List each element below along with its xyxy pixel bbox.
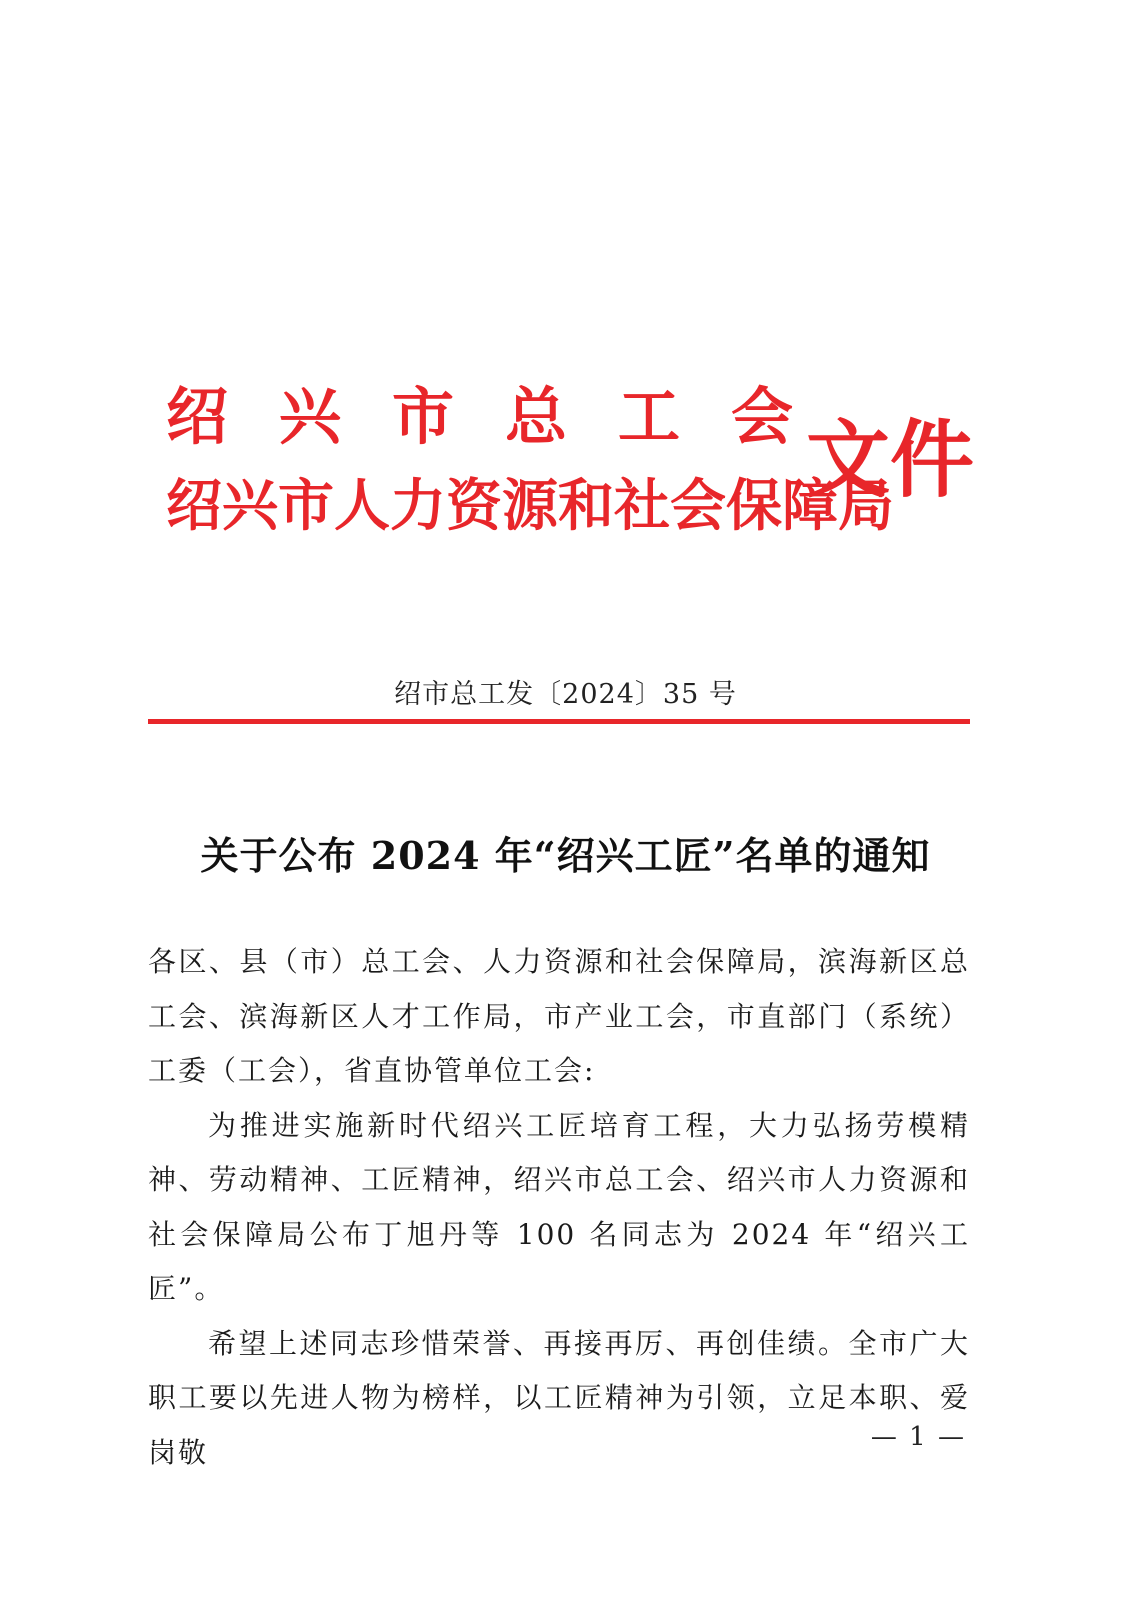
red-masthead xyxy=(166,378,986,558)
document-number: 绍市总工发〔2024〕35 号 xyxy=(394,679,737,710)
masthead-suffix: 文件 xyxy=(806,410,975,509)
masthead-issuer-1 xyxy=(166,380,794,453)
masthead-char: 会 xyxy=(731,380,794,453)
document-title: 关于公布 2024 年“绍兴工匠”名单的通知 xyxy=(200,833,931,878)
masthead-char: 兴 xyxy=(279,380,342,453)
masthead-issuer-2: 绍兴市人力资源和社会保障局 xyxy=(166,473,894,539)
masthead-char: 工 xyxy=(618,380,681,453)
body-paragraph: 为推进实施新时代绍兴工匠培育工程，大力弘扬劳模精神、劳动精神、工匠精神，绍兴市总工会、绍兴市人力资源和社会保障局公布丁旭丹等 100 名同志为 2024 年“绍兴工匠”。 xyxy=(148,1108,970,1305)
masthead-char: 总 xyxy=(505,380,568,453)
masthead-char: 市 xyxy=(392,380,455,453)
recipients-paragraph: 各区、县（市）总工会、人力资源和社会保障局，滨海新区总工会、滨海新区人才工作局，市产业工会，市直部门（系统）工委（工会），省直协管单位工会: xyxy=(148,945,970,1087)
document-body xyxy=(148,935,970,1480)
red-divider-line xyxy=(148,719,970,724)
page-number: — 1 — xyxy=(870,1422,966,1452)
body-paragraph: 希望上述同志珍惜荣誉、再接再厉、再创佳绩。全市广大职工要以先进人物为榜样，以工匠精神为引领，立足本职、爱岗敬 xyxy=(148,1326,970,1469)
masthead-char: 绍 xyxy=(166,380,229,453)
